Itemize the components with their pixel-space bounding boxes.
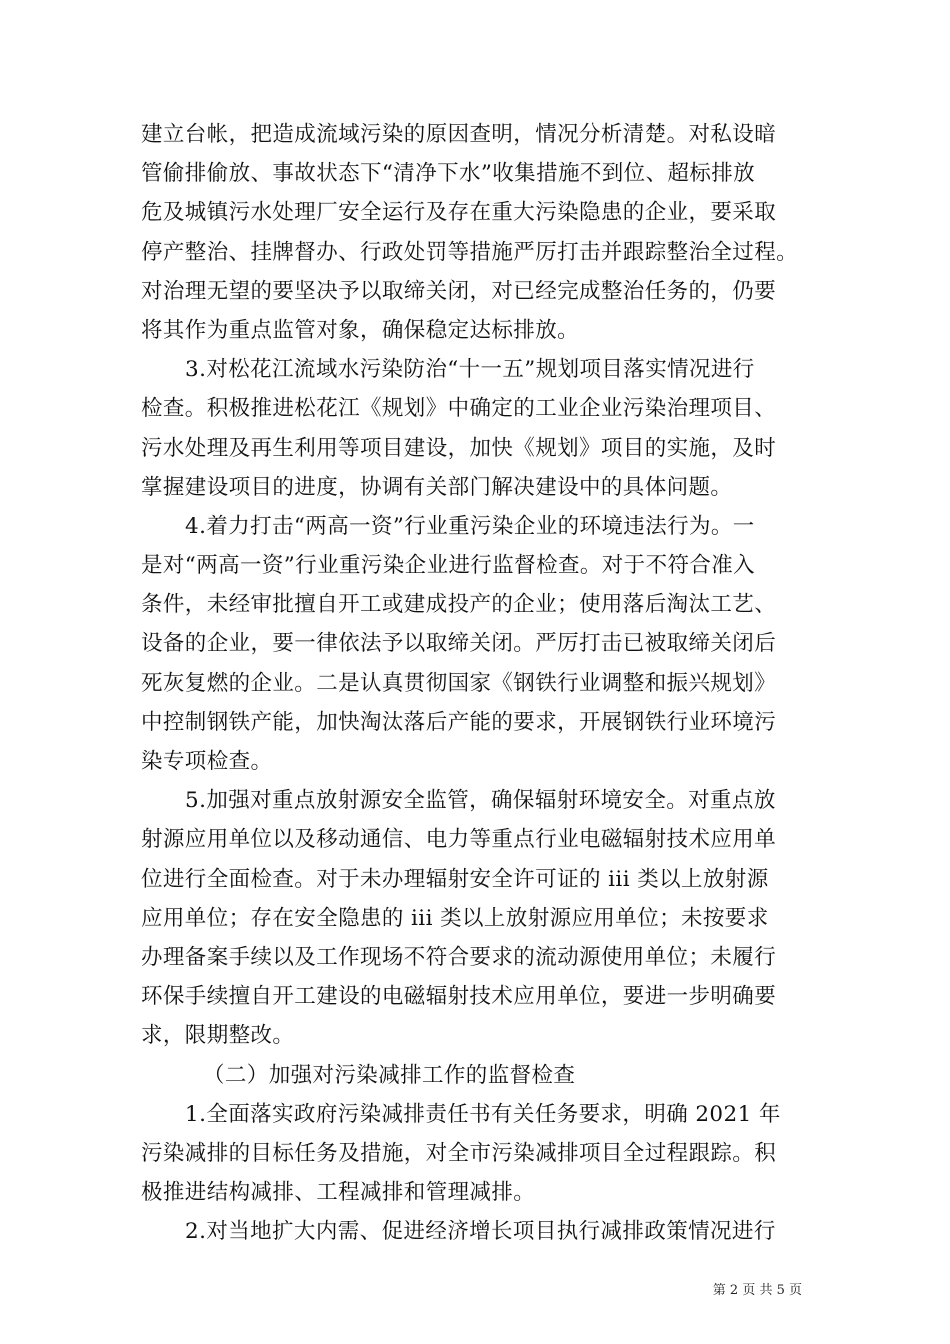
text-line: 停产整治、挂牌督办、行政处罚等措施严厉打击并跟踪整治全过程。 bbox=[141, 239, 799, 265]
text-line: 设备的企业，要一律依法予以取缔关闭。严厉打击已被取缔关闭后 bbox=[141, 631, 777, 657]
text-line: 污染减排的目标任务及措施，对全市污染减排项目全过程跟踪。积 bbox=[141, 1140, 777, 1166]
paragraph-start-line: 4.着力打击“两高一资”行业重污染企业的环境违法行为。一 bbox=[185, 513, 755, 539]
text-line: 掌握建设项目的进度，协调有关部门解决建设中的具体问题。 bbox=[141, 474, 733, 500]
text-line: 建立台帐，把造成流域污染的原因查明，情况分析清楚。对私设暗 bbox=[141, 122, 777, 147]
text-line: 检查。积极推进松花江《规划》中确定的工业企业污染治理项目、 bbox=[141, 396, 777, 422]
text-line: 染专项检查。 bbox=[141, 749, 273, 774]
text-line: 污水处理及再生利用等项目建设，加快《规划》项目的实施，及时 bbox=[141, 435, 777, 461]
text-line: 位进行全面检查。对于未办理辐射安全许可证的 iii 类以上放射源 bbox=[141, 866, 769, 892]
text-line: 管偷排偷放、事故状态下“清净下水”收集措施不到位、超标排放 bbox=[141, 161, 756, 187]
paragraph-start-line: 2.对当地扩大内需、促进经济增长项目执行减排政策情况进行 bbox=[185, 1219, 776, 1245]
document-body bbox=[141, 115, 811, 1251]
paragraph-start-line: 5.加强对重点放射源安全监管，确保辐射环境安全。对重点放 bbox=[185, 788, 776, 814]
text-line: 危及城镇污水处理厂安全运行及存在重大污染隐患的企业，要采取 bbox=[141, 200, 777, 226]
text-line: 射源应用单位以及移动通信、电力等重点行业电磁辐射技术应用单 bbox=[141, 827, 777, 853]
text-line: 极推进结构减排、工程减排和管理减排。 bbox=[141, 1180, 536, 1206]
text-line: 是对“两高一资”行业重污染企业进行监督检查。对于不符合准入 bbox=[141, 553, 756, 579]
text-line: 对治理无望的要坚决予以取缔关闭，对已经完成整治任务的，仍要 bbox=[141, 278, 777, 304]
text-line: 应用单位；存在安全隐患的 iii 类以上放射源应用单位；未按要求 bbox=[141, 905, 769, 931]
text-line: 求，限期整改。 bbox=[141, 1023, 295, 1049]
text-line: 办理备案手续以及工作现场不符合要求的流动源使用单位；未履行 bbox=[141, 944, 777, 970]
text-line: 环保手续擅自开工建设的电磁辐射技术应用单位，要进一步明确要 bbox=[141, 984, 777, 1010]
text-line: 将其作为重点监管对象，确保稳定达标排放。 bbox=[141, 317, 580, 343]
page-number-footer: 第 2 页 共 5 页 bbox=[712, 1283, 802, 1298]
text-line: 死灰复燃的企业。二是认真贯彻国家《钢铁行业调整和振兴规划》 bbox=[141, 670, 777, 696]
text-line: 中控制钢铁产能，加快淘汰落后产能的要求，开展钢铁行业环境污 bbox=[141, 709, 777, 735]
text-line: 条件，未经审批擅自开工或建成投产的企业；使用落后淘汰工艺、 bbox=[141, 592, 777, 618]
section-heading: （二）加强对污染减排工作的监督检查 bbox=[203, 1062, 576, 1088]
paragraph-start-line: 1.全面落实政府污染减排责任书有关任务要求，明确 2021 年 bbox=[185, 1101, 781, 1127]
paragraph-start-line: 3.对松花江流域水污染防治“十一五”规划项目落实情况进行 bbox=[185, 357, 755, 383]
